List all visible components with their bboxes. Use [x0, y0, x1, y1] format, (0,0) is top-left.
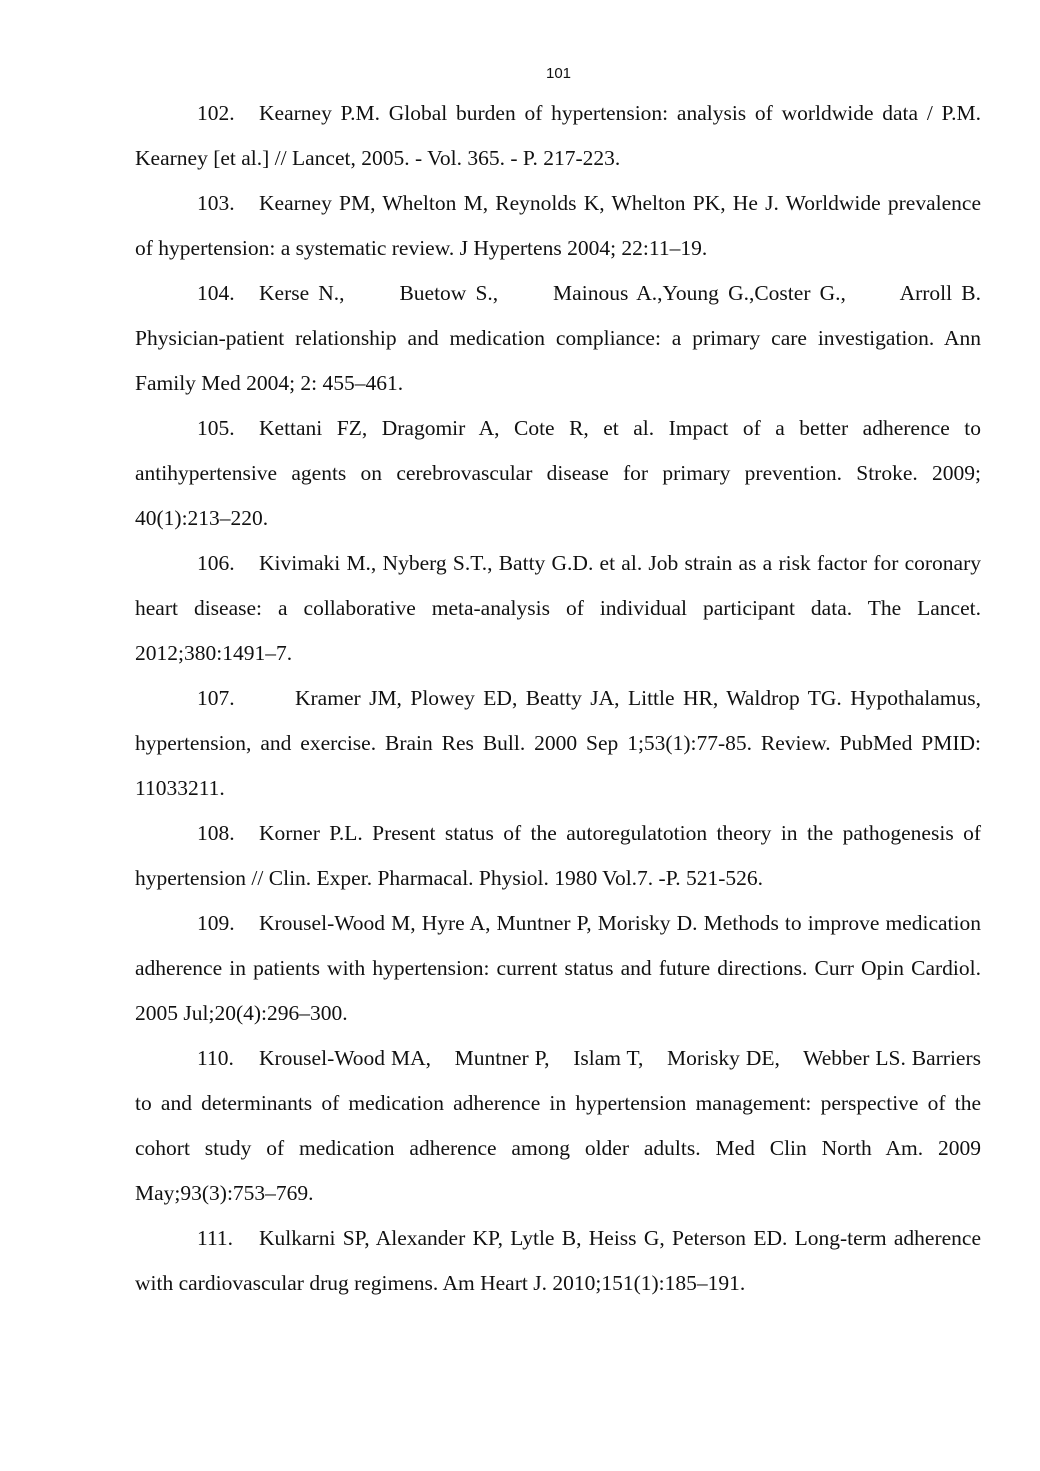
reference-text: Kivimaki M., Nyberg S.T., Batty G.D. et al. Job strain as a risk factor for coronary heart disease: a collaborative meta-analysis of individual participant data. The Lancet. 2012;380:1491–7.: [135, 551, 981, 665]
reference-item: [135, 676, 981, 811]
reference-list: [135, 91, 987, 1306]
reference-item: [135, 811, 981, 901]
reference-number: 107.: [197, 686, 235, 710]
reference-text: Kettani FZ, Dragomir A, Cote R, et al. Impact of a better adherence to antihypertensive agents on cerebrovascular disease for primary prevention. Stroke. 2009; 40(1):213–220.: [135, 416, 981, 530]
reference-number: 109.: [197, 911, 235, 935]
reference-number: 102.: [197, 101, 235, 125]
reference-item: [135, 901, 981, 1036]
reference-text: Krousel-Wood M, Hyre A, Muntner P, Morisky D. Methods to improve medication adherence in patients with hypertension: current status and future directions. Curr Opin Cardiol. 2005 Jul;20(4):296–300.: [135, 911, 981, 1025]
reference-item: [135, 181, 981, 271]
reference-text: Korner P.L. Present status of the autoregulatotion theory in the pathogenesis of hypertension // Clin. Exper. Pharmacal. Physiol. 1980 Vol.7. -P. 521-526.: [135, 821, 981, 890]
reference-number: 106.: [197, 551, 235, 575]
reference-item: [135, 1036, 987, 1216]
reference-item: [135, 406, 981, 541]
reference-number: 110.: [197, 1046, 234, 1070]
reference-text: Kulkarni SP, Alexander KP, Lytle B, Heiss G, Peterson ED. Long-term adherence with cardiovascular drug regimens. Am Heart J. 2010;151(1):185–191.: [135, 1226, 981, 1295]
reference-text: Kerse N., Buetow S., Mainous A.,Young G.,Coster G., Arroll B. Physician-patient relationship and medication compliance: a primary care investigation. Ann Family Med 2004; 2: 455–461.: [135, 281, 987, 395]
reference-number: 103.: [197, 191, 235, 215]
reference-number: 108.: [197, 821, 235, 845]
reference-item: [135, 541, 981, 676]
reference-number: 111.: [197, 1226, 234, 1250]
reference-text: Kramer JM, Plowey ED, Beatty JA, Little HR, Waldrop TG. Hypothalamus, hypertension, and exercise. Brain Res Bull. 2000 Sep 1;53(1):77-85. Review. PubMed PMID: 11033211.: [135, 686, 981, 800]
reference-number: 105.: [197, 416, 235, 440]
reference-item: [135, 271, 987, 406]
reference-item: [135, 1216, 981, 1306]
reference-text: Krousel-Wood MA, Muntner P, Islam T, Morisky DE, Webber LS. Barriers to and determinants of medication adherence in hypertension management: perspective of the cohort study of medication adherence among older adults. Med Clin North Am. 2009 May;93(3):753–769.: [135, 1046, 987, 1205]
page-number: 101: [545, 65, 572, 82]
reference-text: Kearney P.M. Global burden of hypertension: analysis of worldwide data / P.M. Kearney [et al.] // Lancet, 2005. - Vol. 365. - P. 217-223.: [135, 101, 981, 170]
reference-text: Kearney PM, Whelton M, Reynolds K, Whelton PK, He J. Worldwide prevalence of hypertension: a systematic review. J Hypertens 2004; 22:11–19.: [135, 191, 981, 260]
reference-item: [135, 91, 981, 181]
reference-number: 104.: [197, 281, 235, 305]
